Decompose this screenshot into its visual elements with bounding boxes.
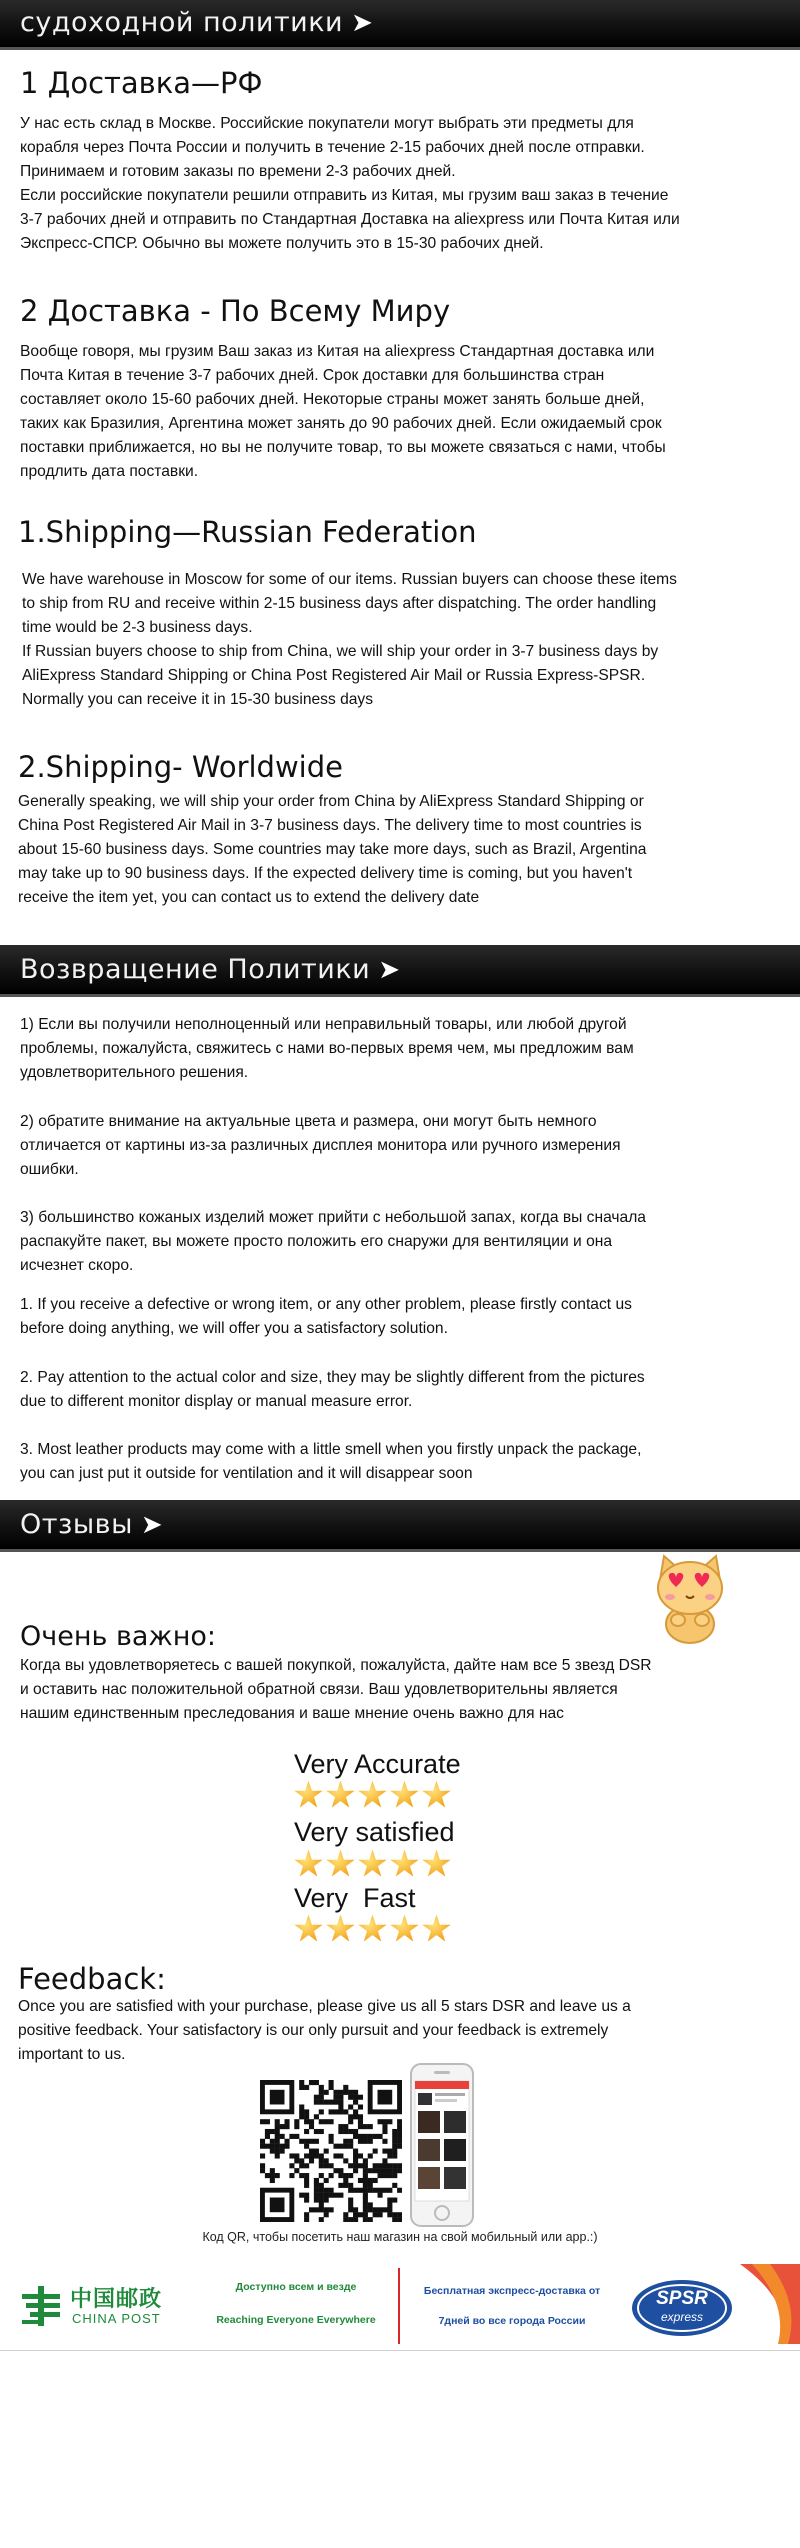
spsr-line1: Бесплатная экспресс-доставка от (423, 2285, 601, 2297)
return-policy-banner (0, 945, 800, 997)
shipping-policy-banner (0, 0, 800, 50)
text-line: ошибки. (20, 1161, 79, 1178)
qr-caption: Код QR, чтобы посетить наш магазин на свой мобильный или app.:) (202, 2230, 598, 2244)
return-ru-2 (20, 1110, 621, 1182)
feedback-heading: Feedback: (18, 1962, 166, 1996)
important-text (20, 1654, 652, 1726)
text-line: about 15-60 business days. Some countries may take more days, such as Brazil, Argentina (18, 841, 647, 858)
china-post-logo (20, 2278, 188, 2334)
text-line: 2. Pay attention to the actual color and size, they may be slightly different from the pictures (20, 1369, 645, 1386)
feedback-text (18, 1995, 631, 2067)
star-icon (358, 1914, 387, 1943)
star-icon (422, 1780, 451, 1809)
text-line: продлить дата поставки. (20, 463, 199, 480)
section-heading: 1.Shipping—Russian Federation (18, 515, 477, 549)
section-text (20, 340, 666, 484)
text-line: отличается от картины из-за различных дисплея монитора или ручного измерения (20, 1137, 621, 1154)
text-line: Почта Китая в течение 3-7 рабочих дней. Срок доставки для большинства стран (20, 367, 605, 384)
text-line: 3) большинство кожаных изделий может прийти с небольшой запах, когда вы сначала (20, 1209, 646, 1226)
banner-title: Отзывы (20, 1509, 133, 1540)
text-line: 3-7 рабочих дней и отправить по Стандартная Доставка на aliexpress или Почта Китая или (20, 211, 680, 228)
text-line: receive the item yet, you can contact us to extend the delivery date (18, 889, 480, 906)
text-line: due to different monitor display or manual measure error. (20, 1393, 413, 1410)
qr-code[interactable] (260, 2080, 402, 2222)
text-line: Normally you can receive it in 15-30 business days (22, 691, 374, 708)
text-line: 1) Если вы получили неполноценный или неправильный товары, или любой другой (20, 1016, 627, 1033)
china-post-emblem-icon (20, 2284, 64, 2328)
phone-mockup-image (410, 2063, 474, 2227)
star-icon (326, 1780, 355, 1809)
text-line: you can just put it outside for ventilation and it will disappear soon (20, 1465, 473, 1482)
star-icon (390, 1780, 419, 1809)
return-en-3 (20, 1438, 641, 1486)
text-line: 3. Most leather products may come with a little smell when you firstly unpack the package, (20, 1441, 642, 1458)
arrow-icon: ➤ (140, 1510, 164, 1540)
text-line: may take up to 90 business days. If the expected delivery time is coming, but you haven't (18, 865, 633, 882)
footer-rule (0, 2350, 800, 2351)
china-post-en: CHINA POST (72, 2311, 161, 2326)
rating-label: Very satisfied (294, 1817, 455, 1847)
china-post-cn: 中国邮政 (70, 2287, 163, 2312)
star-icon (390, 1849, 419, 1878)
section-text (22, 568, 677, 712)
spsr-logo-text: SPSR (656, 2288, 708, 2309)
text-line: AliExpress Standard Shipping or China Post Registered Air Mail or Russia Express-SPSR. (22, 667, 646, 684)
star-icon (358, 1780, 387, 1809)
text-line: У нас есть склад в Москве. Российские покупатели могут выбрать эти предметы для (20, 115, 634, 132)
text-line: Generally speaking, we will ship your order from China by AliExpress Standard Shipping or (18, 793, 644, 810)
rating-label: Very Fast (294, 1883, 416, 1913)
slogan-ru: Доступно всем и везде (235, 2281, 357, 2293)
text-line: Экспресс-СПСР. Обычно вы можете получить это в 15-30 рабочих дней. (20, 235, 544, 252)
section-heading: 2.Shipping- Worldwide (18, 750, 343, 784)
text-line: China Post Registered Air Mail in 3-7 business days. The delivery time to most countries is (18, 817, 642, 834)
text-line: 1. If you receive a defective or wrong item, or any other problem, please firstly contact us (20, 1296, 632, 1313)
text-line: таких как Бразилия, Аргентина может занять до 90 рабочих дней. Если ожидаемый срок (20, 415, 662, 432)
text-line: распакуйте пакет, вы можете просто положить его снаружи для вентиляции и она (20, 1233, 613, 1250)
text-line: поставки приближается, но вы не получите товар, то вы можете связаться с нами, чтобы (20, 439, 666, 456)
arrow-icon: ➤ (351, 8, 374, 38)
return-en-1 (20, 1293, 632, 1341)
important-heading: Очень важно: (20, 1621, 217, 1652)
star-rating (294, 1914, 454, 1948)
text-line: удовлетворительного решения. (20, 1064, 249, 1081)
text-line: корабля через Почта России и получить в течение 2-15 рабочих дней после отправки. (20, 139, 645, 156)
text-line: We have warehouse in Moscow for some of our items. Russian buyers can choose these items (22, 571, 677, 588)
section-text (20, 112, 680, 256)
text-line: проблемы, пожалуйста, свяжитесь с нами во-первых время чем, мы предложим вам (20, 1040, 634, 1057)
text-line: 2) обратите внимание на актуальные цвета и размера, они могут быть немного (20, 1113, 597, 1130)
star-icon (294, 1914, 323, 1943)
text-line: to ship from RU and receive within 2-15 business days after dispatching. The order handling (22, 595, 657, 612)
return-en-2 (20, 1366, 645, 1414)
text-line: нашим единственным преследования и ваше мнение очень важно для нас (20, 1705, 564, 1722)
star-icon (390, 1914, 419, 1943)
star-icon (422, 1914, 451, 1943)
banner-title: Возвращение Политики (20, 954, 371, 985)
return-ru-1 (20, 1013, 634, 1085)
footer-divider (398, 2268, 400, 2344)
cat-mascot-image (650, 1550, 730, 1645)
star-icon (294, 1780, 323, 1809)
star-rating (294, 1780, 454, 1814)
text-line: before doing anything, we will offer you a satisfactory solution. (20, 1320, 448, 1337)
section-text (18, 790, 646, 910)
section-heading: 2 Доставка - По Всему Миру (20, 294, 451, 328)
text-line: Если российские покупатели решили отправить из Китая, мы грузим ваш заказ в течение (20, 187, 669, 204)
text-line: positive feedback. Your satisfactory is our only pursuit and your feedback is extremely (18, 2022, 609, 2039)
star-rating (294, 1849, 454, 1883)
spsr-logo (620, 2264, 800, 2344)
text-line: и оставить нас положительной обратной связи. Ваш удовлетворительны является (20, 1681, 618, 1698)
text-line: Принимаем и готовим заказы по времени 2-3 рабочих дней. (20, 163, 456, 180)
star-icon (422, 1849, 451, 1878)
text-line: If Russian buyers choose to ship from China, we will ship your order in 3-7 business days by (22, 643, 659, 660)
reviews-banner (0, 1500, 800, 1552)
star-icon (358, 1849, 387, 1878)
text-line: important to us. (18, 2046, 126, 2063)
arrow-icon: ➤ (378, 955, 401, 985)
text-line: Когда вы удовлетворяетесь с вашей покупкой, пожалуйста, дайте нам все 5 звезд DSR (20, 1657, 652, 1674)
text-line: Вообще говоря, мы грузим Ваш заказ из Китая на aliexpress Стандартная доставка или (20, 343, 655, 360)
rating-label: Very Accurate (294, 1749, 461, 1779)
star-icon (294, 1849, 323, 1878)
text-line: составляет около 15-60 рабочих дней. Некоторые страны может занять больше дней, (20, 391, 645, 408)
text-line: Once you are satisfied with your purchase, please give us all 5 stars DSR and leave us a (18, 1998, 631, 2015)
text-line: исчезнет скоро. (20, 1257, 134, 1274)
section-heading: 1 Доставка—РФ (20, 66, 263, 100)
slogan-en: Reaching Everyone Everywhere (216, 2314, 376, 2326)
star-icon (326, 1849, 355, 1878)
text-line: time would be 2-3 business days. (22, 619, 253, 636)
spsr-logo-sub: express (660, 2310, 704, 2324)
spsr-line2: 7дней во все города России (438, 2315, 586, 2327)
banner-title: судоходной политики (20, 7, 344, 38)
return-ru-3 (20, 1206, 646, 1278)
star-icon (326, 1914, 355, 1943)
